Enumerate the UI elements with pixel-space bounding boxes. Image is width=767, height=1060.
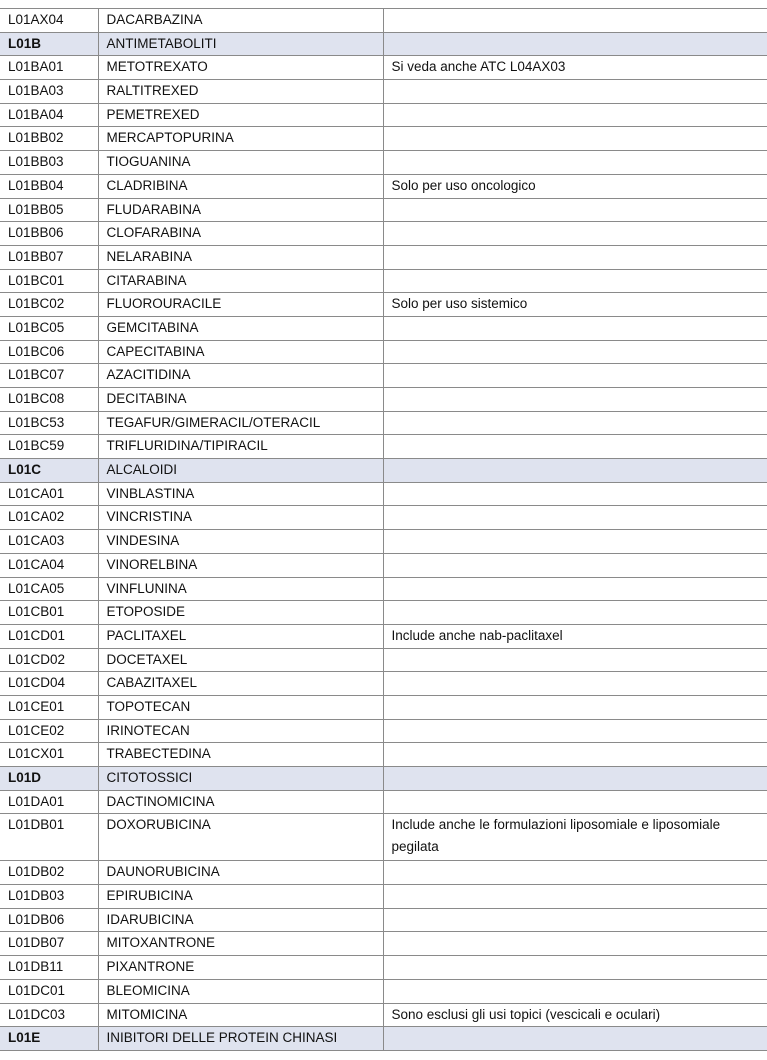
substance-name-cell: DACTINOMICINA (98, 790, 383, 814)
note-cell: Include anche nab-paclitaxel (383, 624, 767, 648)
table-row (0, 198, 767, 222)
note-cell (383, 245, 767, 269)
atc-code-cell: L01BC05 (0, 316, 98, 340)
note-cell (383, 506, 767, 530)
note-cell (383, 459, 767, 483)
table-row (0, 932, 767, 956)
atc-code-cell: L01CA02 (0, 506, 98, 530)
table-group-row (0, 32, 767, 56)
table-group-row (0, 459, 767, 483)
atc-code-cell: L01DB03 (0, 885, 98, 909)
atc-code-cell: L01CD02 (0, 648, 98, 672)
note-cell (383, 553, 767, 577)
atc-code-cell: L01CD04 (0, 672, 98, 696)
substance-name-cell: RALTITREXED (98, 80, 383, 104)
note-cell (383, 601, 767, 625)
substance-name-cell: GEMCITABINA (98, 316, 383, 340)
table-row (0, 956, 767, 980)
note-cell (383, 672, 767, 696)
note-cell (383, 435, 767, 459)
substance-name-cell: DOCETAXEL (98, 648, 383, 672)
substance-name-cell: IDARUBICINA (98, 908, 383, 932)
atc-code-cell: L01CE01 (0, 695, 98, 719)
substance-name-cell: IRINOTECAN (98, 719, 383, 743)
table-row (0, 293, 767, 317)
atc-document-page (0, 8, 767, 1051)
atc-code-cell: L01BB03 (0, 151, 98, 175)
note-cell (383, 743, 767, 767)
atc-code-table (0, 8, 767, 1051)
atc-code-cell: L01C (0, 459, 98, 483)
note-cell (383, 885, 767, 909)
atc-code-cell: L01CA05 (0, 577, 98, 601)
note-cell (383, 222, 767, 246)
note-cell (383, 767, 767, 791)
substance-name-cell: ANTIMETABOLITI (98, 32, 383, 56)
atc-code-cell: L01DC01 (0, 979, 98, 1003)
note-cell (383, 103, 767, 127)
note-cell (383, 790, 767, 814)
atc-code-cell: L01BB05 (0, 198, 98, 222)
note-cell: Solo per uso sistemico (383, 293, 767, 317)
table-row (0, 103, 767, 127)
atc-code-cell: L01BC06 (0, 340, 98, 364)
note-cell (383, 340, 767, 364)
note-cell (383, 695, 767, 719)
substance-name-cell: DAUNORUBICINA (98, 861, 383, 885)
note-cell (383, 648, 767, 672)
substance-name-cell: MERCAPTOPURINA (98, 127, 383, 151)
atc-code-cell: L01E (0, 1027, 98, 1051)
substance-name-cell: BLEOMICINA (98, 979, 383, 1003)
table-row (0, 340, 767, 364)
table-row (0, 388, 767, 412)
substance-name-cell: VINBLASTINA (98, 482, 383, 506)
note-cell (383, 932, 767, 956)
substance-name-cell: NELARABINA (98, 245, 383, 269)
substance-name-cell: CABAZITAXEL (98, 672, 383, 696)
table-group-row (0, 1027, 767, 1051)
note-cell (383, 269, 767, 293)
substance-name-cell: INIBITORI DELLE PROTEIN CHINASI (98, 1027, 383, 1051)
table-row (0, 435, 767, 459)
atc-code-cell: L01BB02 (0, 127, 98, 151)
table-row (0, 482, 767, 506)
table-row (0, 1003, 767, 1027)
atc-code-cell: L01DB06 (0, 908, 98, 932)
table-row (0, 127, 767, 151)
table-row (0, 885, 767, 909)
substance-name-cell: TRABECTEDINA (98, 743, 383, 767)
substance-name-cell: FLUOROURACILE (98, 293, 383, 317)
substance-name-cell: TRIFLURIDINA/TIPIRACIL (98, 435, 383, 459)
substance-name-cell: ETOPOSIDE (98, 601, 383, 625)
note-cell (383, 316, 767, 340)
table-row (0, 411, 767, 435)
substance-name-cell: METOTREXATO (98, 56, 383, 80)
note-cell (383, 127, 767, 151)
table-row (0, 269, 767, 293)
atc-code-cell: L01BC53 (0, 411, 98, 435)
note-cell (383, 198, 767, 222)
note-cell (383, 719, 767, 743)
atc-code-cell: L01AX04 (0, 9, 98, 33)
atc-code-cell: L01CD01 (0, 624, 98, 648)
substance-name-cell: TOPOTECAN (98, 695, 383, 719)
note-cell (383, 80, 767, 104)
substance-name-cell: PEMETREXED (98, 103, 383, 127)
table-row (0, 979, 767, 1003)
note-cell (383, 1027, 767, 1051)
table-row (0, 624, 767, 648)
atc-code-cell: L01CB01 (0, 601, 98, 625)
table-row (0, 364, 767, 388)
atc-code-cell: L01D (0, 767, 98, 791)
substance-name-cell: PIXANTRONE (98, 956, 383, 980)
atc-code-cell: L01BB06 (0, 222, 98, 246)
atc-code-cell: L01DB02 (0, 861, 98, 885)
atc-code-cell: L01BC02 (0, 293, 98, 317)
atc-code-cell: L01CA01 (0, 482, 98, 506)
table-row (0, 80, 767, 104)
note-cell (383, 979, 767, 1003)
atc-code-cell: L01BA04 (0, 103, 98, 127)
atc-code-cell: L01BC07 (0, 364, 98, 388)
table-row (0, 553, 767, 577)
substance-name-cell: MITOMICINA (98, 1003, 383, 1027)
substance-name-cell: PACLITAXEL (98, 624, 383, 648)
table-row (0, 908, 767, 932)
note-cell (383, 32, 767, 56)
note-cell (383, 577, 767, 601)
note-cell (383, 388, 767, 412)
substance-name-cell: AZACITIDINA (98, 364, 383, 388)
substance-name-cell: CITARABINA (98, 269, 383, 293)
substance-name-cell: CAPECITABINA (98, 340, 383, 364)
substance-name-cell: TIOGUANINA (98, 151, 383, 175)
substance-name-cell: CLOFARABINA (98, 222, 383, 246)
table-row (0, 648, 767, 672)
atc-code-cell: L01DC03 (0, 1003, 98, 1027)
table-row (0, 601, 767, 625)
substance-name-cell: FLUDARABINA (98, 198, 383, 222)
note-cell (383, 364, 767, 388)
substance-name-cell: TEGAFUR/GIMERACIL/OTERACIL (98, 411, 383, 435)
atc-code-cell: L01DB01 (0, 814, 98, 861)
table-row (0, 151, 767, 175)
substance-name-cell: EPIRUBICINA (98, 885, 383, 909)
substance-name-cell: MITOXANTRONE (98, 932, 383, 956)
atc-code-cell: L01BC59 (0, 435, 98, 459)
table-row (0, 174, 767, 198)
atc-code-cell: L01BB07 (0, 245, 98, 269)
atc-code-cell: L01DB11 (0, 956, 98, 980)
substance-name-cell: CITOTOSSICI (98, 767, 383, 791)
note-cell: Include anche le formulazioni liposomiale e liposomiale pegilata (383, 814, 767, 861)
atc-code-cell: L01BA03 (0, 80, 98, 104)
atc-code-cell: L01B (0, 32, 98, 56)
note-cell (383, 151, 767, 175)
table-row (0, 245, 767, 269)
atc-code-cell: L01CE02 (0, 719, 98, 743)
note-cell: Si veda anche ATC L04AX03 (383, 56, 767, 80)
table-row (0, 790, 767, 814)
table-row (0, 530, 767, 554)
note-cell (383, 956, 767, 980)
atc-code-cell: L01CX01 (0, 743, 98, 767)
substance-name-cell: VINDESINA (98, 530, 383, 554)
substance-name-cell: CLADRIBINA (98, 174, 383, 198)
note-cell (383, 530, 767, 554)
substance-name-cell: DOXORUBICINA (98, 814, 383, 861)
table-row (0, 56, 767, 80)
note-cell (383, 9, 767, 33)
substance-name-cell: ALCALOIDI (98, 459, 383, 483)
atc-code-cell: L01BC01 (0, 269, 98, 293)
table-row (0, 861, 767, 885)
atc-code-cell: L01CA03 (0, 530, 98, 554)
note-cell (383, 908, 767, 932)
substance-name-cell: VINCRISTINA (98, 506, 383, 530)
table-row (0, 719, 767, 743)
table-row (0, 316, 767, 340)
note-cell: Sono esclusi gli usi topici (vescicali e oculari) (383, 1003, 767, 1027)
table-row (0, 695, 767, 719)
substance-name-cell: DACARBAZINA (98, 9, 383, 33)
substance-name-cell: VINFLUNINA (98, 577, 383, 601)
substance-name-cell: DECITABINA (98, 388, 383, 412)
atc-code-cell: L01DB07 (0, 932, 98, 956)
table-row (0, 506, 767, 530)
table-row (0, 577, 767, 601)
table-row (0, 672, 767, 696)
table-row (0, 222, 767, 246)
atc-table-body (0, 9, 767, 1051)
table-row (0, 814, 767, 861)
substance-name-cell: VINORELBINA (98, 553, 383, 577)
note-cell (383, 411, 767, 435)
table-row (0, 743, 767, 767)
atc-code-cell: L01BA01 (0, 56, 98, 80)
note-cell (383, 482, 767, 506)
table-row (0, 9, 767, 33)
note-cell (383, 861, 767, 885)
table-group-row (0, 767, 767, 791)
atc-code-cell: L01BB04 (0, 174, 98, 198)
atc-code-cell: L01CA04 (0, 553, 98, 577)
atc-code-cell: L01BC08 (0, 388, 98, 412)
atc-code-cell: L01DA01 (0, 790, 98, 814)
note-cell: Solo per uso oncologico (383, 174, 767, 198)
